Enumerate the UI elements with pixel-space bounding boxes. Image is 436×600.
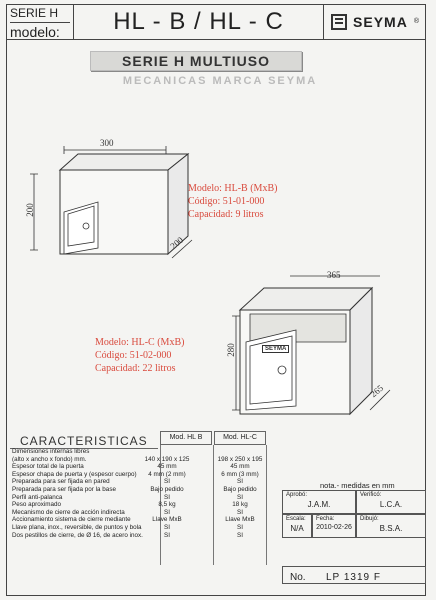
table-row xyxy=(12,448,282,456)
series-label: SERIE H xyxy=(10,6,59,20)
hlc-height-line xyxy=(232,316,240,410)
hlc-side-face xyxy=(350,288,372,414)
hlb-top-face xyxy=(60,154,188,170)
header xyxy=(6,4,426,40)
dibujo-cell xyxy=(356,514,426,538)
page-title: SERIE H MULTIUSO xyxy=(90,51,302,71)
table-row xyxy=(12,532,282,540)
row-value-hlc: SI xyxy=(237,493,243,501)
verifico-value: L.C.A. xyxy=(379,500,403,509)
table-row xyxy=(12,456,282,464)
hlb-spec xyxy=(188,182,277,221)
characteristics-table xyxy=(12,448,282,539)
hlb-height-dim: 200 xyxy=(24,203,35,217)
hlb-width-dim: 300 xyxy=(100,138,114,148)
row-value-hlb: SI xyxy=(164,531,170,539)
row-value-hlb: 45 mm xyxy=(157,463,177,471)
row-value-hlb: SI xyxy=(164,493,170,501)
row-value-hlc: Llave MxB xyxy=(225,516,255,524)
dibujo-value: B.S.A. xyxy=(379,524,403,533)
hlb-spec-model: Modelo: HL-B (MxB) xyxy=(188,183,278,194)
col-header-hlc: Mod. HL-C xyxy=(214,431,266,445)
fecha-cell xyxy=(312,514,356,538)
hlc-height-dim: 280 xyxy=(225,343,236,357)
row-value-hlc: 198 x 250 x 195 xyxy=(217,455,263,463)
brand-mark: ® xyxy=(413,18,419,25)
hlb-spec-capacity: Capacidad: 9 litros xyxy=(188,209,264,220)
row-value-hlb: SI xyxy=(164,508,170,516)
hlc-badge: SEYMA xyxy=(262,345,289,353)
escala-cell xyxy=(282,514,312,538)
dibujo-label: Dibujó: xyxy=(360,516,379,522)
row-value-hlc: 18 kg xyxy=(232,501,248,509)
model-name: HL - B / HL - C xyxy=(74,4,324,39)
row-label: Llave plana, inox., reversible, de puntos y bola xyxy=(12,523,142,531)
hlc-spec-code: Código: 51-02-000 xyxy=(95,350,172,361)
row-label: Mecanismo de cierre de acción indirecta xyxy=(12,508,125,516)
row-label: Espesor total de la puerta xyxy=(12,463,84,471)
fecha-value: 2010-02-26 xyxy=(316,524,352,531)
verifico-label: Verificó: xyxy=(360,492,382,498)
row-label: Dos pestillos de cierre, de Ø 16, de acero inox. xyxy=(12,531,143,539)
row-label: Peso aproximado xyxy=(12,501,62,509)
fecha-label: Fecha: xyxy=(316,516,335,522)
table-row xyxy=(12,478,282,486)
table-row xyxy=(12,471,282,479)
table-row xyxy=(12,516,282,524)
seyma-logo-icon xyxy=(331,14,347,30)
table-row xyxy=(12,524,282,532)
hlb-spec-code: Código: 51-01-000 xyxy=(188,196,265,207)
hlb-depth-dim: 200 xyxy=(168,234,186,252)
table-row xyxy=(12,501,282,509)
row-value-hlc: SI xyxy=(237,531,243,539)
row-value-hlb: 4 mm (2 mm) xyxy=(148,470,186,478)
hlc-spec xyxy=(95,336,184,375)
row-value-hlb: 8,5 kg xyxy=(158,501,176,509)
hlb-safe-drawing xyxy=(30,130,210,270)
table-row xyxy=(12,486,282,494)
table-row xyxy=(12,509,282,517)
hlc-door xyxy=(246,330,296,410)
hlc-depth-dim: 265 xyxy=(368,382,386,400)
drawing-number: LP 1319 F xyxy=(326,572,381,583)
row-value-hlb: Llave MxB xyxy=(152,516,182,524)
brand-name: SEYMA xyxy=(353,13,408,30)
row-value-hlc: SI xyxy=(237,508,243,516)
hlc-spec-capacity: Capacidad: 22 litros xyxy=(95,363,176,374)
row-label: Dimensiones internas libres xyxy=(12,448,90,455)
col-header-hlb: Mod. HL B xyxy=(160,431,212,445)
row-value-hlc: SI xyxy=(237,523,243,531)
aprobo-cell xyxy=(282,490,356,514)
characteristics-title: CARACTERISTICAS xyxy=(20,434,148,448)
header-series-box xyxy=(6,4,74,39)
row-label: Accionamiento sistema de cierre mediante xyxy=(12,516,131,524)
row-value-hlc: 45 mm xyxy=(230,463,250,471)
escala-value: N/A xyxy=(290,524,304,533)
row-value-hlc: 6 mm (3 mm) xyxy=(221,470,259,478)
table-row xyxy=(12,494,282,502)
row-value-hlb: SI xyxy=(164,478,170,486)
modelo-label: modelo: xyxy=(10,22,70,40)
hlc-width-dim: 365 xyxy=(327,270,341,280)
row-label: Perfil anti-palanca xyxy=(12,493,63,501)
hlb-width-line xyxy=(64,146,166,154)
row-value-hlc: SI xyxy=(237,478,243,486)
row-value-hlc: Bajo pedido xyxy=(223,485,257,493)
row-label: (alto x ancho x fondo) mm. xyxy=(12,455,87,463)
table-row xyxy=(12,463,282,471)
aprobo-value: J.A.M. xyxy=(307,500,331,509)
verifico-cell xyxy=(356,490,426,514)
row-value-hlb: 140 x 190 x 125 xyxy=(144,455,190,463)
row-label: Preparada para ser fijada por la base xyxy=(12,485,116,493)
note: nota.- medidas en mm xyxy=(320,481,395,490)
drawing-number-label: No. xyxy=(290,572,306,583)
brand xyxy=(324,4,426,39)
row-value-hlb: SI xyxy=(164,523,170,531)
hlc-spec-model: Modelo: HL-C (MxB) xyxy=(95,337,185,348)
aprobo-label: Aprobó: xyxy=(286,492,308,498)
page-subtitle: MECANICAS MARCA SEYMA xyxy=(122,75,318,87)
hlc-top-face xyxy=(240,288,372,310)
hlc-safe-drawing xyxy=(220,270,410,420)
row-label: Preparada para ser fijada en pared xyxy=(12,478,110,486)
escala-label: Escala: xyxy=(286,516,306,522)
row-value-hlb: Bajo pedido xyxy=(150,485,184,493)
row-label: Espesor chapa de puerta y (espesor cuerpo) xyxy=(12,470,137,478)
